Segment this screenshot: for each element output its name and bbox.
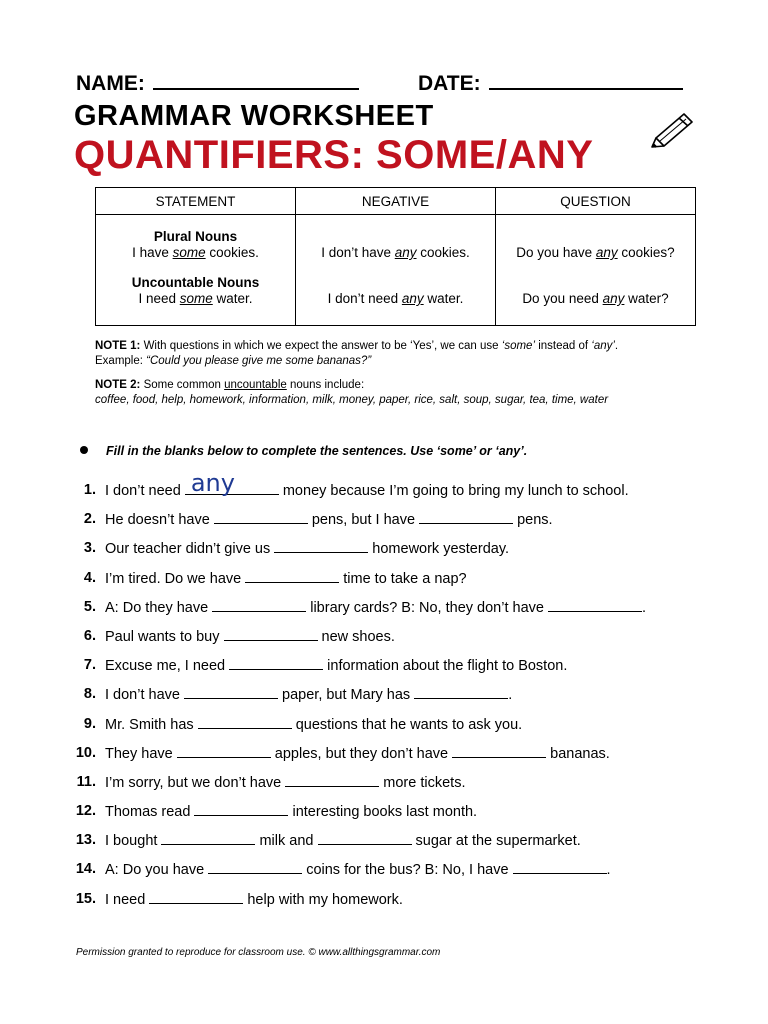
question-text bbox=[105, 597, 646, 618]
question-text bbox=[105, 684, 512, 705]
question-number: 7. bbox=[83, 657, 96, 674]
question-text-part: A: Do you have bbox=[105, 862, 209, 879]
note2-noun-list: coffee, food, help, homework, information, milk, money, paper, rice, salt, soup, sugar, tea, time, water bbox=[95, 394, 609, 406]
question-item bbox=[72, 509, 712, 538]
worksheet-subtitle: QUANTIFIERS: SOME/ANY bbox=[74, 133, 594, 177]
statement-uncountable-quant: some bbox=[179, 291, 213, 306]
question-uncountable-post: water? bbox=[624, 291, 669, 306]
question-text-part: time to take a nap? bbox=[339, 570, 467, 587]
question-text-part: Excuse me, I need bbox=[105, 658, 230, 675]
question-text-part: . bbox=[508, 687, 513, 704]
instructions bbox=[80, 444, 527, 458]
question-number: 10. bbox=[75, 744, 96, 761]
question-text-part: I’m tired. Do we have bbox=[105, 570, 246, 587]
question-text-part: They have bbox=[105, 745, 177, 762]
note1-text-c: . bbox=[614, 340, 619, 352]
negative-plural-pre: I don’t have bbox=[321, 245, 395, 260]
question-item bbox=[72, 469, 712, 509]
negative-uncountable-quant: any bbox=[401, 291, 424, 306]
negative-plural-quant: any bbox=[394, 245, 417, 260]
question-item bbox=[72, 743, 712, 772]
answer-blank[interactable] bbox=[208, 859, 302, 874]
question-text-part: milk and bbox=[255, 833, 318, 850]
question-text bbox=[105, 743, 610, 764]
question-text bbox=[105, 469, 629, 501]
question-number: 3. bbox=[83, 540, 96, 557]
answer-blank[interactable] bbox=[185, 469, 279, 497]
statement-plural-post: cookies. bbox=[205, 245, 259, 260]
question-text-part: A: Do they have bbox=[105, 599, 213, 616]
note1-label: NOTE 1: bbox=[95, 340, 141, 352]
statement-plural-pre: I have bbox=[132, 245, 173, 260]
question-text bbox=[105, 830, 581, 851]
question-plural-pre: Do you have bbox=[516, 245, 596, 260]
question-text-part: more tickets. bbox=[379, 774, 466, 791]
answer-blank[interactable] bbox=[414, 684, 508, 699]
question-item bbox=[72, 772, 712, 801]
question-plural-post: cookies? bbox=[617, 245, 675, 260]
answer-blank[interactable] bbox=[224, 626, 318, 641]
name-label: NAME: bbox=[76, 72, 145, 95]
question-item bbox=[72, 830, 712, 859]
question-number: 1. bbox=[83, 482, 96, 498]
question-text-part: Paul wants to buy bbox=[105, 628, 224, 645]
question-text-part: Thomas read bbox=[105, 804, 195, 821]
answer-blank[interactable] bbox=[274, 538, 368, 553]
answer-blank[interactable] bbox=[452, 743, 546, 758]
note2-label: NOTE 2: bbox=[95, 379, 141, 391]
statement-plural-quant: some bbox=[172, 245, 206, 260]
negative-uncountable-pre: I don’t need bbox=[327, 291, 402, 306]
question-item bbox=[72, 655, 712, 684]
question-text-part: questions that he wants to ask you. bbox=[291, 716, 523, 733]
handwritten-answer: any bbox=[190, 469, 235, 497]
question-item bbox=[72, 889, 712, 918]
worksheet-title: GRAMMAR WORKSHEET bbox=[74, 100, 434, 132]
question-uncountable-quant: any bbox=[602, 291, 625, 306]
statement-uncountable-post: water. bbox=[212, 291, 253, 306]
question-text-part: library cards? B: No, they don’t have bbox=[306, 599, 548, 616]
date-field[interactable] bbox=[418, 70, 683, 96]
question-text bbox=[105, 626, 395, 647]
question-number: 12. bbox=[75, 803, 96, 820]
question-text-part: I’m sorry, but we don’t have bbox=[105, 774, 286, 791]
bullet-icon bbox=[80, 446, 88, 454]
question-list bbox=[72, 469, 712, 918]
note1-any: ‘any’ bbox=[591, 340, 615, 352]
question-number: 5. bbox=[83, 598, 96, 615]
question-text-part: coins for the bus? B: No, I have bbox=[302, 862, 513, 879]
question-item bbox=[72, 859, 712, 888]
question-text-part: paper, but Mary has bbox=[278, 687, 415, 704]
col-header-negative: NEGATIVE bbox=[296, 188, 496, 215]
question-text-part: . bbox=[642, 599, 647, 616]
answer-blank[interactable] bbox=[214, 509, 308, 524]
note1-example: “Could you please give me some bananas?” bbox=[146, 355, 372, 367]
note-2 bbox=[95, 378, 715, 408]
question-text bbox=[105, 655, 567, 676]
question-number: 13. bbox=[75, 832, 96, 849]
answer-blank[interactable] bbox=[318, 830, 412, 845]
question-text-part: . bbox=[606, 862, 611, 879]
question-number: 4. bbox=[83, 569, 96, 586]
answer-blank[interactable] bbox=[198, 714, 292, 729]
question-text bbox=[105, 509, 553, 530]
question-number: 8. bbox=[83, 686, 96, 703]
quantifier-table bbox=[95, 187, 696, 326]
answer-blank[interactable] bbox=[229, 655, 323, 670]
question-text-part: I don’t have bbox=[105, 687, 184, 704]
footer-permission: Permission granted to reproduce for classroom use. © www.allthingsgrammar.com bbox=[76, 947, 441, 958]
question-text-part: apples, but they don’t have bbox=[270, 745, 453, 762]
negative-cell bbox=[296, 215, 496, 326]
col-header-statement: STATEMENT bbox=[96, 188, 296, 215]
question-number: 9. bbox=[83, 715, 96, 732]
statement-uncountable-pre: I need bbox=[138, 291, 180, 306]
name-date-row bbox=[76, 70, 696, 98]
pencil-icon bbox=[648, 108, 698, 148]
question-text bbox=[105, 772, 465, 793]
plural-nouns-heading: Plural Nouns bbox=[153, 229, 238, 244]
question-cell bbox=[496, 215, 696, 326]
answer-blank[interactable] bbox=[149, 889, 243, 904]
question-text-part: sugar at the supermarket. bbox=[411, 833, 581, 850]
question-text-part: money because I’m going to bring my lunch to school. bbox=[278, 483, 629, 499]
question-text bbox=[105, 859, 611, 880]
note1-example-label: Example: bbox=[95, 355, 147, 367]
note-1 bbox=[95, 339, 715, 369]
question-text-part: He doesn’t have bbox=[105, 512, 214, 529]
negative-plural-post: cookies. bbox=[416, 245, 470, 260]
question-text-part: I don’t need bbox=[105, 483, 185, 499]
question-item bbox=[72, 626, 712, 655]
question-item bbox=[72, 801, 712, 830]
answer-blank[interactable] bbox=[184, 684, 278, 699]
answer-blank[interactable] bbox=[194, 801, 288, 816]
date-line[interactable] bbox=[489, 70, 683, 90]
question-item bbox=[72, 597, 712, 626]
question-item bbox=[72, 684, 712, 713]
question-plural-quant: any bbox=[595, 245, 618, 260]
note2-text-b: nouns include: bbox=[286, 379, 365, 391]
note2-uncountable: uncountable bbox=[224, 379, 287, 391]
question-item bbox=[72, 538, 712, 567]
question-text bbox=[105, 889, 403, 910]
date-label: DATE: bbox=[418, 72, 481, 95]
question-text-part: help with my homework. bbox=[243, 891, 403, 908]
question-number: 2. bbox=[83, 511, 96, 528]
question-text-part: new shoes. bbox=[317, 628, 395, 645]
question-number: 15. bbox=[75, 890, 96, 907]
question-text bbox=[105, 568, 467, 589]
question-text-part: information about the flight to Boston. bbox=[323, 658, 568, 675]
name-line[interactable] bbox=[153, 70, 359, 90]
question-number: 6. bbox=[83, 627, 96, 644]
question-text-part: Mr. Smith has bbox=[105, 716, 198, 733]
question-number: 11. bbox=[76, 773, 96, 790]
answer-blank[interactable] bbox=[513, 859, 607, 874]
question-number: 14. bbox=[75, 861, 96, 878]
statement-cell bbox=[96, 215, 296, 326]
note1-text-b: instead of bbox=[535, 340, 592, 352]
question-text-part: pens, but I have bbox=[307, 512, 420, 529]
answer-blank[interactable] bbox=[245, 568, 339, 583]
question-text-part: bananas. bbox=[546, 745, 610, 762]
answer-blank[interactable] bbox=[177, 743, 271, 758]
answer-blank[interactable] bbox=[419, 509, 513, 524]
question-text-part: I need bbox=[105, 891, 150, 908]
question-text-part: homework yesterday. bbox=[368, 541, 510, 558]
uncountable-nouns-heading: Uncountable Nouns bbox=[131, 275, 260, 290]
note1-text-a: With questions in which we expect the answer to be ‘Yes’, we can use bbox=[140, 340, 502, 352]
question-text bbox=[105, 714, 522, 735]
answer-blank[interactable] bbox=[212, 597, 306, 612]
question-item bbox=[72, 714, 712, 743]
name-field[interactable] bbox=[76, 70, 359, 96]
question-text-part: interesting books last month. bbox=[288, 804, 478, 821]
instructions-text: Fill in the blanks below to complete the sentences. Use ‘some’ or ‘any’. bbox=[106, 444, 528, 458]
question-text bbox=[105, 801, 477, 822]
answer-blank[interactable] bbox=[548, 597, 642, 612]
answer-blank[interactable] bbox=[285, 772, 379, 787]
question-text-part: Our teacher didn’t give us bbox=[105, 541, 275, 558]
note2-text-a: Some common bbox=[140, 379, 225, 391]
question-text-part: I bought bbox=[105, 833, 162, 850]
col-header-question: QUESTION bbox=[496, 188, 696, 215]
question-text-part: pens. bbox=[513, 512, 553, 529]
note1-some: ‘some’ bbox=[501, 340, 535, 352]
question-uncountable-pre: Do you need bbox=[522, 291, 603, 306]
question-text bbox=[105, 538, 509, 559]
question-item bbox=[72, 568, 712, 597]
answer-blank[interactable] bbox=[161, 830, 255, 845]
negative-uncountable-post: water. bbox=[423, 291, 464, 306]
